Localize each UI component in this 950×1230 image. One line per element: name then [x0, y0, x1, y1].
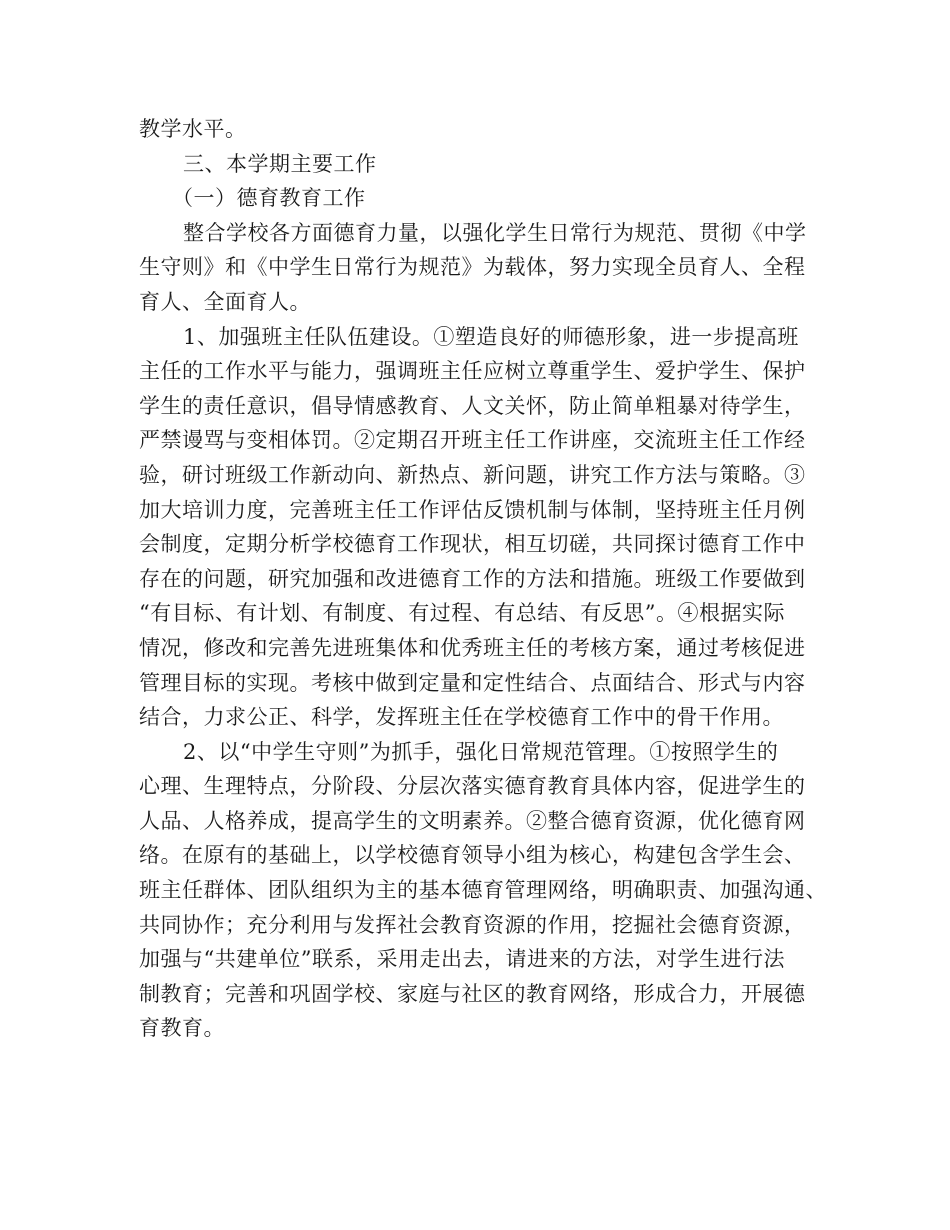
item-2-paragraph-line: 育教育。 [139, 1016, 225, 1041]
item-1-paragraph-line: 严禁谩骂与变相体罚。②定期召开班主任工作讲座，交流班主任工作经 [139, 428, 806, 453]
item-2-paragraph-line: 制教育；完善和巩固学校、家庭与社区的教育网络，形成合力，开展德 [139, 981, 806, 1006]
item-2-paragraph-line: 加强与“共建单位”联系，采用走出去，请进来的方法，对学生进行法 [139, 947, 785, 972]
paragraph-continuation: 教学水平。 [139, 117, 247, 141]
item-2-paragraph-line: 心理、生理特点，分阶段、分层次落实德育教育具体内容，促进学生的 [139, 774, 806, 799]
item-2-paragraph-line: 人品、人格养成，提高学生的文明素养。②整合德育资源，优化德育网 [139, 808, 806, 833]
section-heading: 三、本学期主要工作 [183, 151, 377, 176]
item-1-paragraph-line: “有目标、有计划、有制度、有过程、有总结、有反思”。④根据实际 [139, 601, 785, 626]
item-2-paragraph-line: 络。在原有的基础上，以学校德育领导小组为核心，构建包含学生会、 [139, 843, 806, 868]
intro-paragraph-line: 整合学校各方面德育力量，以强化学生日常行为规范、贯彻《中学 [183, 220, 807, 245]
document-body [139, 112, 829, 1046]
item-1-paragraph-line: 存在的问题，研究加强和改进德育工作的方法和措施。班级工作要做到 [139, 566, 806, 591]
item-1-paragraph-line: 会制度，定期分析学校德育工作现状，相互切磋，共同探讨德育工作中 [139, 532, 806, 557]
item-1-paragraph-line: 1、加强班主任队伍建设。①塑造良好的师德形象，进一步提高班 [183, 324, 799, 349]
item-1-paragraph-line: 学生的责任意识，倡导情感教育、人文关怀，防止简单粗暴对待学生， [139, 393, 806, 418]
item-1-paragraph-line: 验，研讨班级工作新动向、新热点、新问题，讲究工作方法与策略。③ [139, 462, 806, 487]
item-1-paragraph-line: 结合，力求公正、科学，发挥班主任在学校德育工作中的骨干作用。 [139, 705, 784, 730]
intro-paragraph-line: 生守则》和《中学生日常行为规范》为载体，努力实现全员育人、全程 [139, 255, 806, 280]
item-2-paragraph-line: 2、以“中学生守则”为抓手，强化日常规范管理。①按照学生的 [183, 739, 779, 764]
item-2-paragraph-line: 共同协作；充分利用与发挥社会教育资源的作用，挖掘社会德育资源， [139, 912, 806, 937]
subsection-heading: （一）德育教育工作 [172, 186, 366, 211]
item-1-paragraph-line: 加大培训力度，完善班主任工作评估反馈机制与体制，坚持班主任月例 [139, 497, 806, 522]
intro-paragraph-line: 育人、全面育人。 [139, 289, 311, 314]
item-1-paragraph-line: 管理目标的实现。考核中做到定量和定性结合、点面结合、形式与内容 [139, 670, 806, 695]
item-1-paragraph-line: 主任的工作水平与能力，强调班主任应树立尊重学生、爱护学生、保护 [139, 359, 806, 384]
item-2-paragraph-line: 班主任群体、团队组织为主的基本德育管理网络，明确职责、加强沟通、 [139, 878, 827, 903]
item-1-paragraph-line: 情况，修改和完善先进班集体和优秀班主任的考核方案，通过考核促进 [139, 635, 806, 660]
